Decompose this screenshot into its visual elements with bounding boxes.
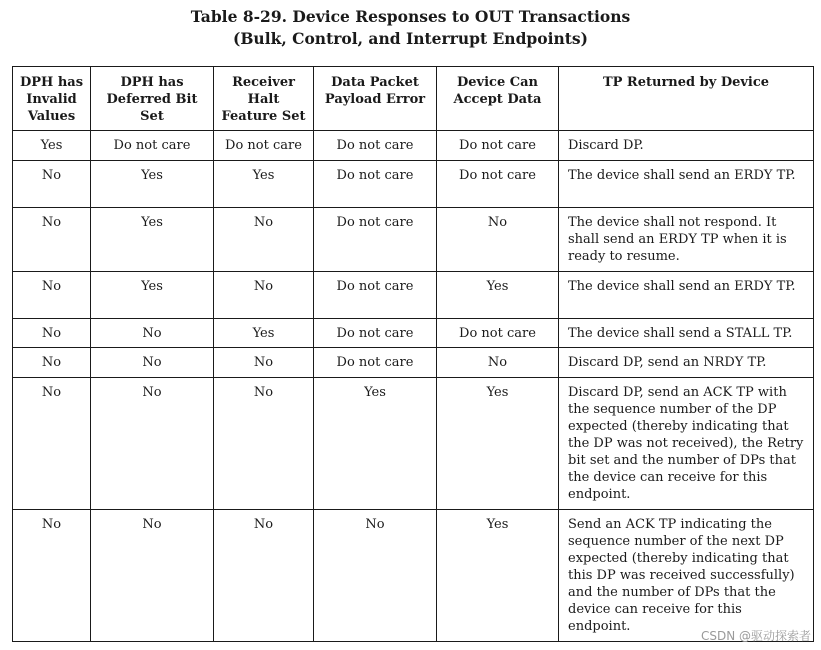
cell-halt-feature: No <box>214 510 314 642</box>
cell-accept-data: No <box>437 208 559 272</box>
header-device-can-accept-data: Device Can Accept Data <box>437 67 559 131</box>
cell-deferred-bit: Do not care <box>91 131 214 161</box>
header-receiver-halt-feature-set: Receiver Halt Feature Set <box>214 67 314 131</box>
cell-payload-error: Do not care <box>314 161 437 208</box>
cell-halt-feature: No <box>214 378 314 510</box>
cell-deferred-bit: No <box>91 348 214 378</box>
table-row <box>13 272 814 319</box>
header-data-packet-payload-error: Data Packet Payload Error <box>314 67 437 131</box>
csdn-watermark: CSDN @驱动探索者 <box>700 629 811 643</box>
cell-dph-invalid: No <box>13 161 91 208</box>
caption-title: Table 8-29. Device Responses to OUT Transactions <box>190 7 631 26</box>
cell-tp-returned: The device shall send a STALL TP. <box>559 319 814 348</box>
cell-dph-invalid: No <box>13 378 91 510</box>
cell-dph-invalid: No <box>13 208 91 272</box>
cell-accept-data: Do not care <box>437 161 559 208</box>
cell-payload-error: Do not care <box>314 319 437 348</box>
cell-tp-returned: The device shall send an ERDY TP. <box>559 272 814 319</box>
cell-accept-data: Yes <box>437 272 559 319</box>
cell-tp-returned: Discard DP, send an ACK TP with the sequence number of the DP expected (thereby indicating that the DP was not received), the Retry bit set and the number of DPs that the device can receive for this endpoint. <box>559 378 814 510</box>
table-row <box>13 510 814 642</box>
cell-dph-invalid: No <box>13 348 91 378</box>
cell-halt-feature: Yes <box>214 161 314 208</box>
device-responses-table <box>12 66 814 642</box>
cell-deferred-bit: No <box>91 319 214 348</box>
cell-halt-feature: Yes <box>214 319 314 348</box>
cell-deferred-bit: No <box>91 378 214 510</box>
table-row <box>13 208 814 272</box>
caption-subtitle: (Bulk, Control, and Interrupt Endpoints) <box>233 29 588 48</box>
table-caption <box>0 6 821 50</box>
cell-dph-invalid: No <box>13 272 91 319</box>
cell-accept-data: No <box>437 348 559 378</box>
header-dph-invalid-values: DPH has Invalid Values <box>13 67 91 131</box>
table-row <box>13 378 814 510</box>
header-tp-returned-by-device: TP Returned by Device <box>559 67 814 131</box>
cell-payload-error: Do not care <box>314 131 437 161</box>
cell-accept-data: Do not care <box>437 319 559 348</box>
cell-payload-error: Do not care <box>314 272 437 319</box>
cell-deferred-bit: Yes <box>91 208 214 272</box>
cell-tp-returned: The device shall not respond. It shall send an ERDY TP when it is ready to resume. <box>559 208 814 272</box>
cell-accept-data: Yes <box>437 510 559 642</box>
header-row <box>13 67 814 131</box>
cell-tp-returned: Discard DP. <box>559 131 814 161</box>
cell-accept-data: Do not care <box>437 131 559 161</box>
cell-deferred-bit: Yes <box>91 161 214 208</box>
cell-dph-invalid: No <box>13 319 91 348</box>
table-row <box>13 319 814 348</box>
cell-payload-error: Do not care <box>314 208 437 272</box>
cell-halt-feature: No <box>214 348 314 378</box>
cell-payload-error: Do not care <box>314 348 437 378</box>
cell-dph-invalid: Yes <box>13 131 91 161</box>
cell-deferred-bit: No <box>91 510 214 642</box>
cell-halt-feature: No <box>214 208 314 272</box>
cell-tp-returned: Send an ACK TP indicating the sequence number of the next DP expected (thereby indicating that this DP was received successfully) and the number of DPs that the device can receive for this endpoint. <box>559 510 814 642</box>
header-dph-deferred-bit-set: DPH has Deferred Bit Set <box>91 67 214 131</box>
cell-deferred-bit: Yes <box>91 272 214 319</box>
table-row <box>13 161 814 208</box>
cell-halt-feature: No <box>214 272 314 319</box>
cell-tp-returned: Discard DP, send an NRDY TP. <box>559 348 814 378</box>
table-row <box>13 348 814 378</box>
cell-halt-feature: Do not care <box>214 131 314 161</box>
cell-dph-invalid: No <box>13 510 91 642</box>
cell-accept-data: Yes <box>437 378 559 510</box>
table-row <box>13 131 814 161</box>
cell-payload-error: Yes <box>314 378 437 510</box>
cell-payload-error: No <box>314 510 437 642</box>
cell-tp-returned: The device shall send an ERDY TP. <box>559 161 814 208</box>
